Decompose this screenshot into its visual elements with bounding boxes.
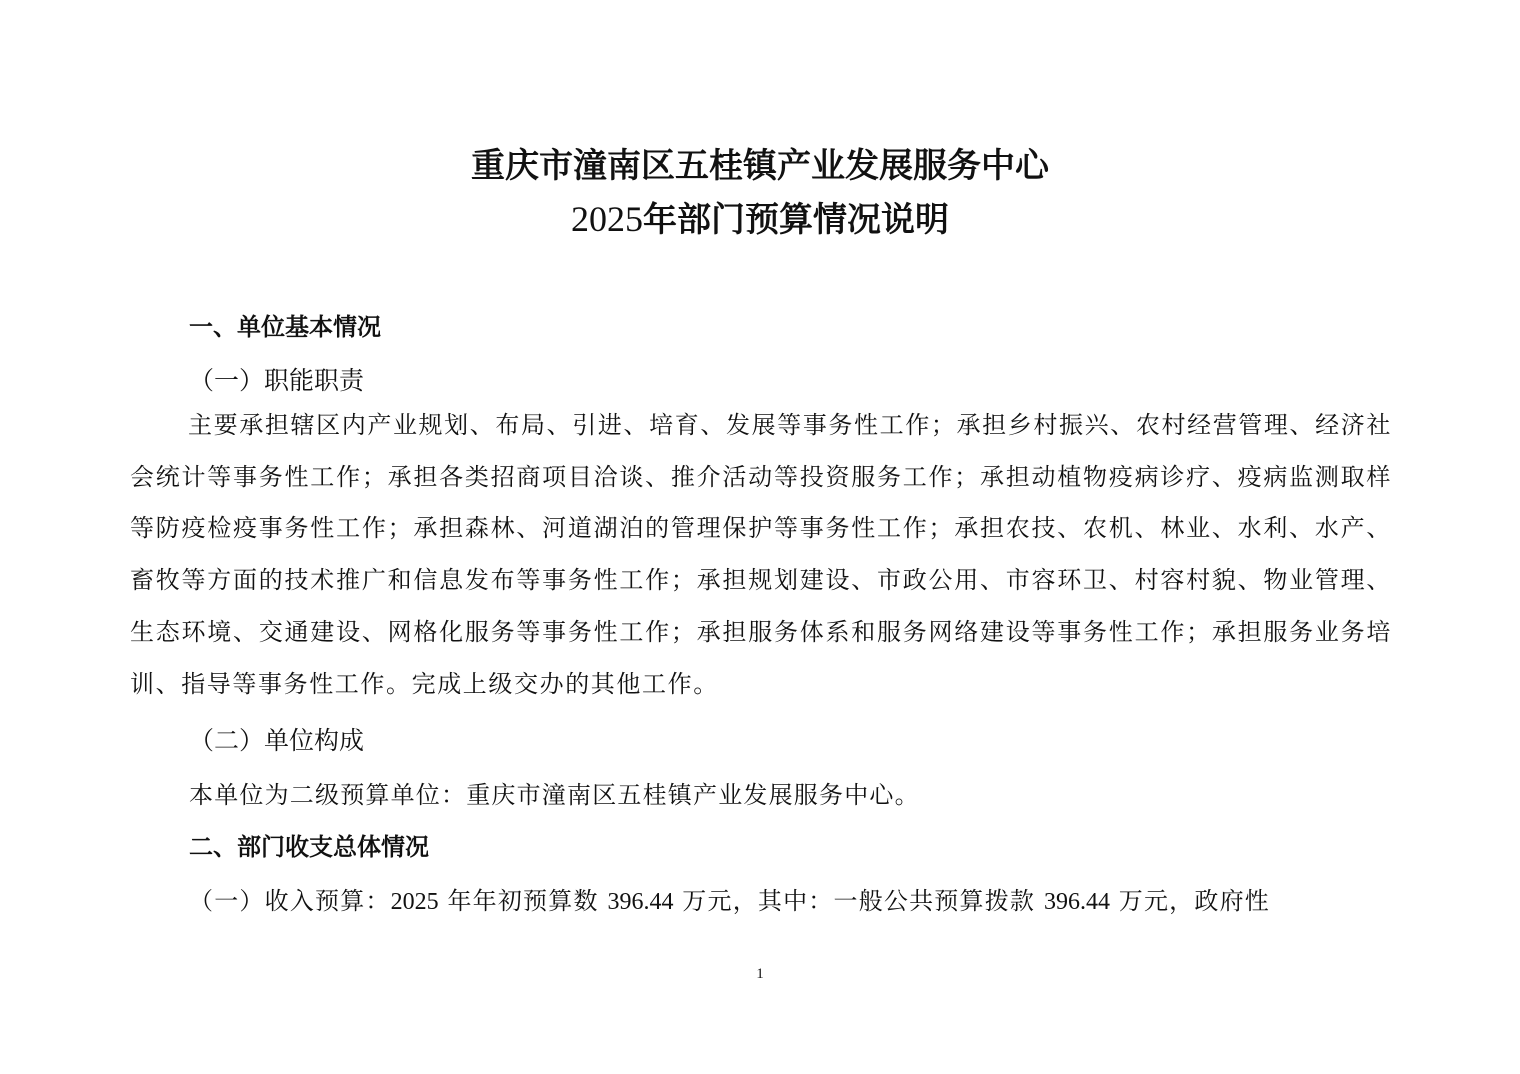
income-text-1: 年年初预算数 [438,887,608,915]
section1-sub1-heading: （一）职能职责 [189,366,365,395]
income-budget-line [189,881,1270,916]
income-budget-label: （一）收入预算： [189,887,391,915]
title-year: 2025 [571,199,643,239]
title-rest: 年部门预算情况说明 [643,200,949,240]
income-amount-total: 396.44 [607,889,674,915]
page-number: 1 [756,966,764,982]
income-text-2: 万元，其中：一般公共预算拨款 [673,887,1044,915]
document-title-line1: 重庆市潼南区五桂镇产业发展服务中心 [471,146,1049,186]
functions-paragraph: 主要承担辖区内产业规划、布局、引进、培育、发展等事务性工作；承担乡村振兴、农村经营管理、经济社会统计等事务性工作；承担各类招商项目洽谈、推介活动等投资服务工作；承担动植物疫病诊疗、疫病监测取样等防疫检疫事务性工作；承担森林、河道湖泊的管理保护等事务性工作；承担农技、农机、林业、水利、水产、畜牧等方面的技术推广和信息发布等事务性工作；承担规划建设、市政公用、市容环卫、村容村貌、物业管理、生态环境、交通建设、网格化服务等事务性工作；承担服务体系和服务网络建设等事务性工作；承担服务业务培训、指导等事务性工作。完成上级交办的其他工作。 [130,411,1392,698]
income-text-3: 万元，政府性 [1109,887,1270,915]
section2-heading: 二、部门收支总体情况 [189,833,429,861]
document-title-line2 [0,192,1520,241]
composition-paragraph: 本单位为二级预算单位：重庆市潼南区五桂镇产业发展服务中心。 [189,781,920,809]
section1-sub2-heading: （二）单位构成 [189,726,365,755]
income-year: 2025 [390,889,439,915]
income-amount-general: 396.44 [1043,889,1110,915]
section1-heading: 一、单位基本情况 [189,313,381,341]
